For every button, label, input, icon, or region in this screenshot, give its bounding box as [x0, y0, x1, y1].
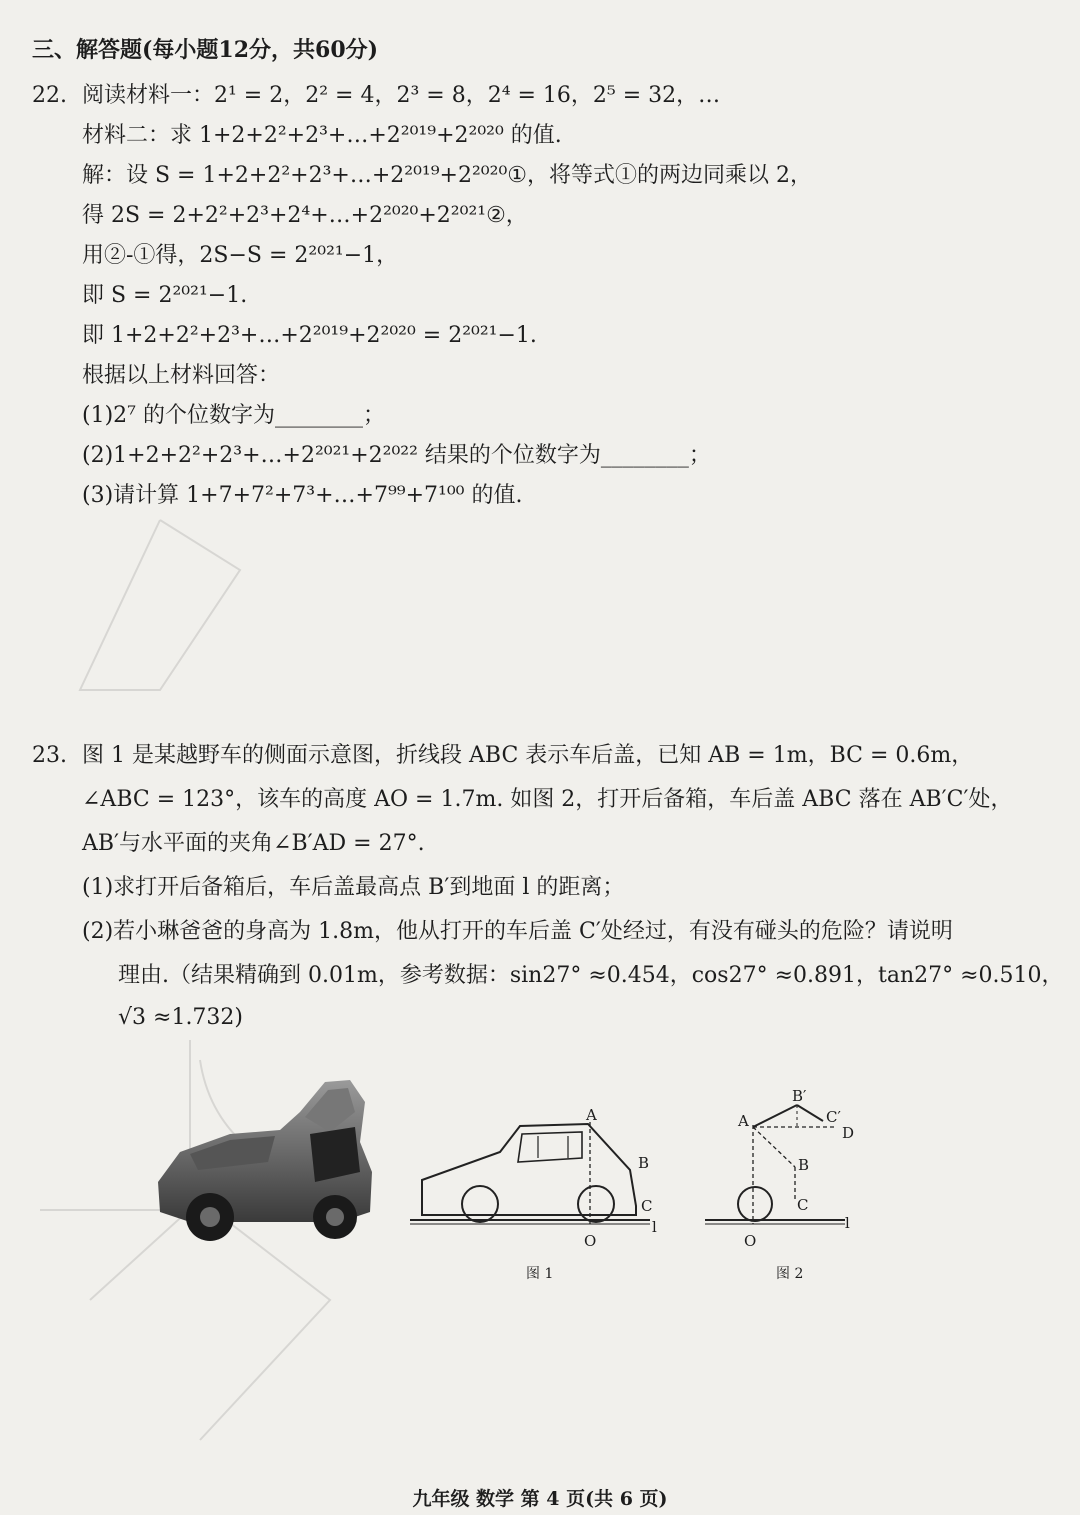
- q22-part-2: (2)1+2+2²+2³+…+2²⁰²¹+2²⁰²² 结果的个位数字为________；: [82, 443, 711, 468]
- page-footer: 九年级 数学 第 4 页(共 6 页): [412, 1488, 668, 1510]
- fig2-label-O: O: [744, 1232, 757, 1250]
- q23-line-3: AB′与水平面的夹角∠B′AD = 27°.: [82, 831, 425, 856]
- q23-line-2: ∠ABC = 123°，该车的高度 AO = 1.7m. 如图 2，打开后备箱，车后盖 ABC 落在 AB′C′处，: [82, 787, 1013, 812]
- fig2-label-A: A: [738, 1112, 749, 1130]
- fig2-label-B: B: [798, 1156, 810, 1174]
- fig1-label-O: O: [584, 1232, 597, 1250]
- fig2-label-B-prime: B′: [792, 1087, 807, 1105]
- q22-solution-line-2: 得 2S = 2+2²+2³+2⁴+…+2²⁰²⁰+2²⁰²¹②，: [82, 203, 528, 228]
- fig1-caption: 图 1: [526, 1266, 554, 1282]
- fig1-label-B: B: [638, 1154, 650, 1172]
- q22-solution-line-1: 解：设 S = 1+2+2²+2³+…+2²⁰¹⁹+2²⁰²⁰①，将等式①的两边同乘以 2，: [82, 163, 812, 188]
- q23-line-1: 图 1 是某越野车的侧面示意图，折线段 ABC 表示车后盖，已知 AB = 1m，BC = 0.6m，: [82, 743, 974, 768]
- fig2-label-C: C: [797, 1196, 809, 1214]
- fig1-label-l: l: [652, 1218, 657, 1236]
- section-header: 三、解答题(每小题12分，共60分): [32, 37, 379, 63]
- q23-part-2-line-b: 理由.（结果精确到 0.01m，参考数据：sin27° ≈0.454，cos27° ≈0.891，tan27° ≈0.510，: [118, 963, 1064, 988]
- q22-solution-line-5: 即 1+2+2²+2³+…+2²⁰¹⁹+2²⁰²⁰ = 2²⁰²¹−1.: [82, 323, 537, 348]
- figure-1-diagram: [410, 1100, 685, 1255]
- q23-part-2-line-c: √3 ≈1.732): [118, 1005, 244, 1030]
- fig2-caption: 图 2: [776, 1266, 804, 1282]
- fig2-label-D: D: [842, 1124, 855, 1142]
- fig1-label-C: C: [641, 1197, 653, 1215]
- q22-prompt: 根据以上材料回答：: [82, 363, 281, 388]
- q22-solution-line-4: 即 S = 2²⁰²¹−1.: [82, 283, 248, 308]
- q22-material-one: 阅读材料一：2¹ = 2，2² = 4，2³ = 8，2⁴ = 16，2⁵ = 32，…: [82, 83, 721, 108]
- fig1-label-A: A: [586, 1106, 597, 1124]
- q23-number: 23.: [32, 743, 67, 768]
- q22-material-two: 材料二：求 1+2+2²+2³+…+2²⁰¹⁹+2²⁰²⁰ 的值.: [82, 123, 562, 148]
- q22-part-3: (3)请计算 1+7+7²+7³+…+7⁹⁹+7¹⁰⁰ 的值.: [82, 483, 523, 508]
- q22-number: 22.: [32, 83, 67, 108]
- q23-part-1: (1)求打开后备箱后，车后盖最高点 B′到地面 l 的距离；: [82, 875, 625, 900]
- q22-solution-line-3: 用②-①得，2S−S = 2²⁰²¹−1，: [82, 243, 399, 268]
- fig2-label-l: l: [845, 1214, 850, 1232]
- q23-part-2-line-a: (2)若小琳爸爸的身高为 1.8m，他从打开的车后盖 C′处经过，有没有碰头的危险？请说明: [82, 919, 953, 944]
- fig2-label-C-prime: C′: [826, 1108, 841, 1126]
- suv-photo: [150, 1072, 380, 1252]
- q22-part-1: (1)2⁷ 的个位数字为________；: [82, 403, 385, 428]
